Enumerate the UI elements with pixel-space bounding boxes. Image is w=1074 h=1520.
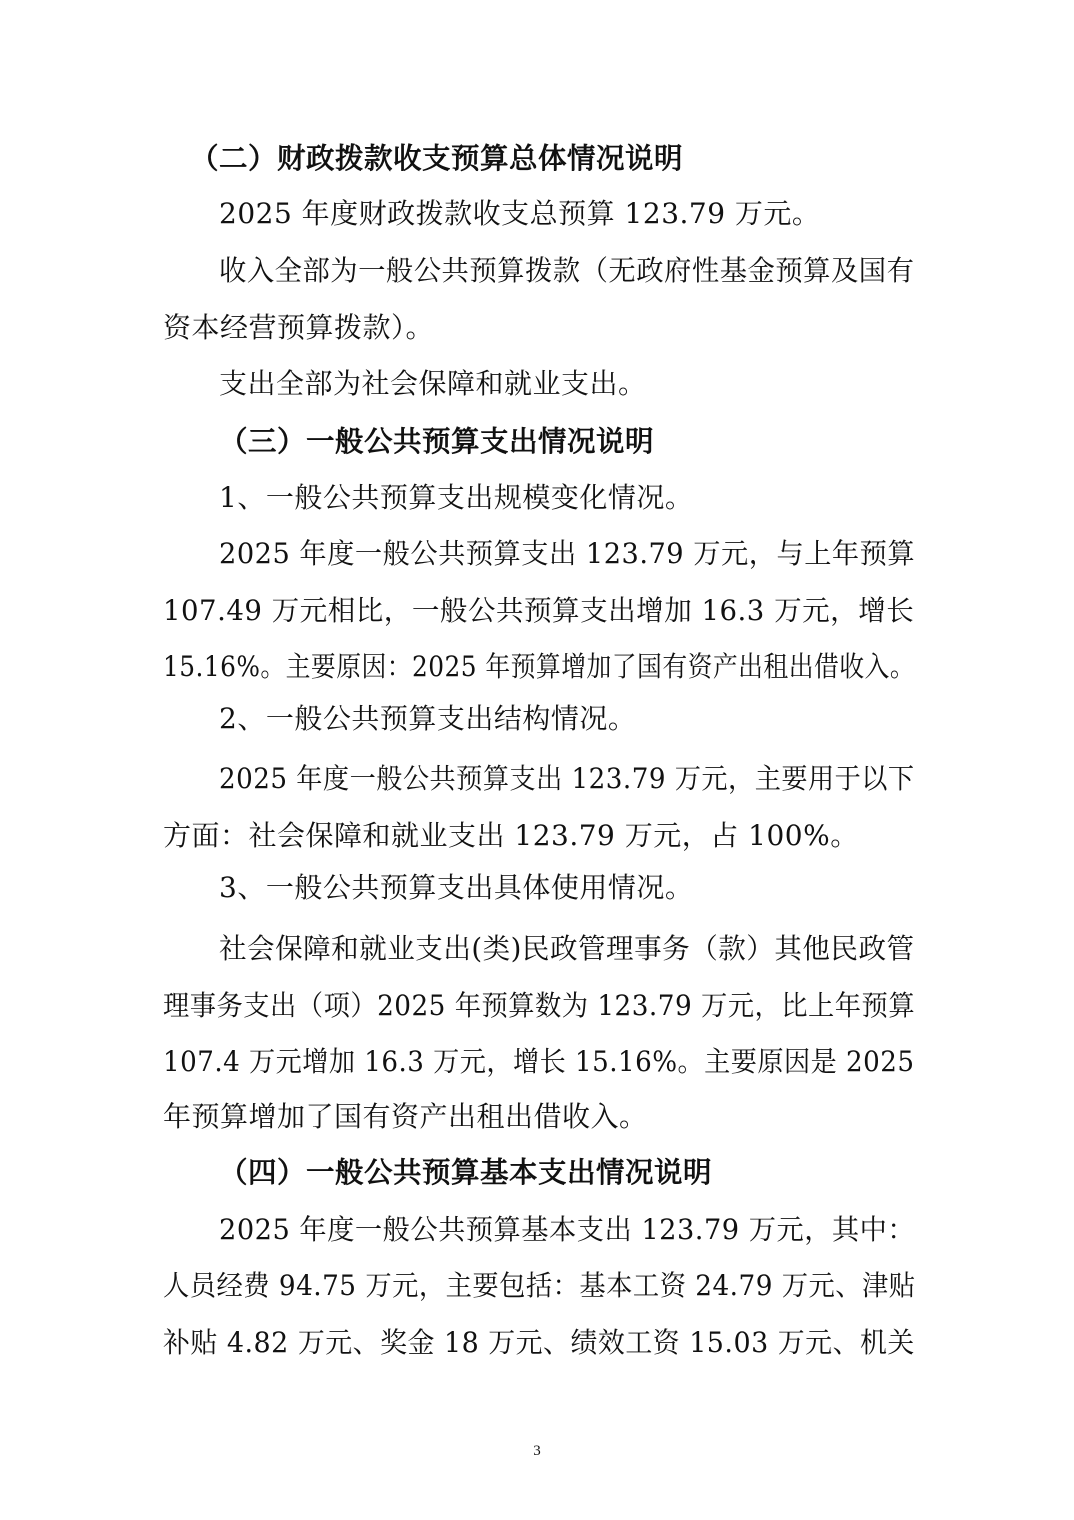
paragraph-basic-line-1: 2025 年度一般公共预算基本支出 123.79 万元，其中： [219, 1213, 916, 1246]
paragraph-basic-line-2: 人员经费 94.75 万元，主要包括：基本工资 24.79 万元、津贴 [163, 1269, 916, 1302]
paragraph-basic-line-3: 补贴 4.82 万元、奖金 18 万元、绩效工资 15.03 万元、机关 [163, 1326, 915, 1359]
page-number: 3 [533, 1443, 541, 1459]
paragraph-scale-line-1: 2025 年度一般公共预算支出 123.79 万元，与上年预算 [219, 537, 916, 570]
paragraph-income-line-1: 收入全部为一般公共预算拨款（无政府性基金预算及国有 [219, 254, 915, 287]
paragraph-specific-line-3: 107.4 万元增加 16.3 万元，增长 15.16%。主要原因是 2025 [163, 1045, 915, 1078]
paragraph-scale-line-2: 107.49 万元相比，一般公共预算支出增加 16.3 万元，增长 [163, 594, 915, 627]
paragraph-specific-line-2: 理事务支出（项）2025 年预算数为 123.79 万元，比上年预算 [163, 989, 916, 1022]
paragraph-scale-line-3: 15.16%。主要原因：2025 年预算增加了国有资产出租出借收入。 [163, 650, 916, 683]
paragraph-structure-line-2: 方面：社会保障和就业支出 123.79 万元，占 100%。 [163, 819, 859, 852]
paragraph-specific-line-1: 社会保障和就业支出(类)民政管理事务（款）其他民政管 [219, 932, 915, 965]
subheading-specific-use: 3、一般公共预算支出具体使用情况。 [219, 871, 694, 904]
paragraph-specific-line-4: 年预算增加了国有资产出租出借收入。 [163, 1100, 648, 1133]
subheading-scale-change: 1、一般公共预算支出规模变化情况。 [219, 481, 694, 514]
heading-section-4: （四）一般公共预算基本支出情况说明 [219, 1156, 713, 1189]
heading-section-3: （三）一般公共预算支出情况说明 [219, 425, 655, 458]
subheading-structure: 2、一般公共预算支出结构情况。 [219, 702, 637, 735]
heading-section-2: （二）财政拨款收支预算总体情况说明 [190, 142, 684, 175]
paragraph-income-line-2: 资本经营预算拨款）。 [163, 311, 435, 344]
paragraph-expense: 支出全部为社会保障和就业支出。 [219, 367, 647, 400]
paragraph-total-budget: 2025 年度财政拨款收支总预算 123.79 万元。 [219, 197, 821, 230]
paragraph-structure-line-1: 2025 年度一般公共预算支出 123.79 万元，主要用于以下 [219, 762, 915, 795]
